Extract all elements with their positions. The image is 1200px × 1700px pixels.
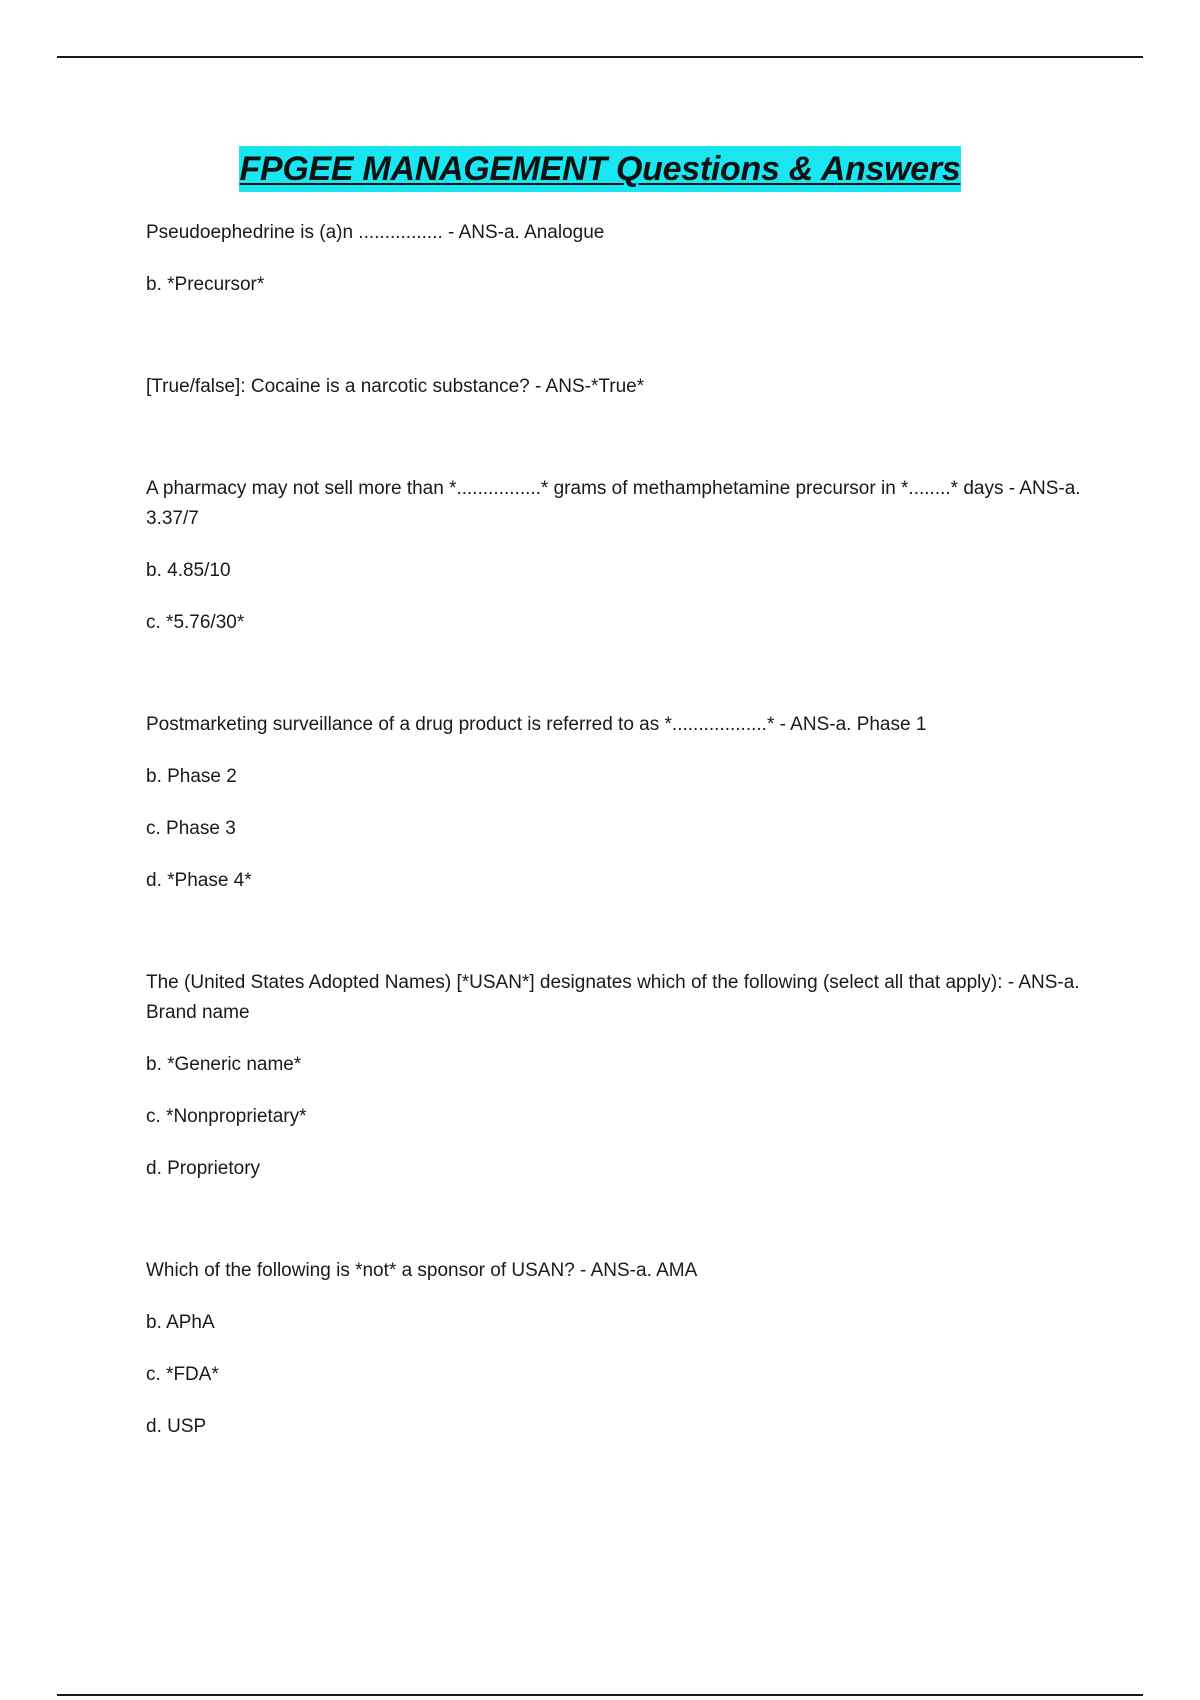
answer-option: b. Phase 2 bbox=[146, 766, 237, 787]
qa-item bbox=[146, 474, 1086, 638]
question-line: Postmarketing surveillance of a drug product is referred to as *..................* - ANS-a. Phase 1 bbox=[146, 714, 927, 735]
question-line: Which of the following is *not* a sponsor of USAN? - ANS-a. AMA bbox=[146, 1260, 698, 1281]
answer-option: c. *5.76/30* bbox=[146, 612, 245, 633]
document-title: FPGEE MANAGEMENT Questions & Answers bbox=[239, 146, 962, 192]
answer-option: c. *FDA* bbox=[146, 1364, 219, 1385]
qa-item bbox=[146, 372, 1086, 402]
answer-option: b. *Precursor* bbox=[146, 274, 265, 295]
answer-option: b. *Generic name* bbox=[146, 1054, 302, 1075]
qa-item bbox=[146, 968, 1086, 1184]
qa-item bbox=[146, 1256, 1086, 1442]
qa-item bbox=[146, 710, 1086, 896]
footer-rule bbox=[57, 1694, 1143, 1696]
answer-option: d. Proprietory bbox=[146, 1158, 261, 1179]
answer-option: c. Phase 3 bbox=[146, 818, 236, 839]
question-line: [True/false]: Cocaine is a narcotic substance? - ANS-*True* bbox=[146, 376, 645, 397]
answer-option: b. APhA bbox=[146, 1312, 215, 1333]
header-rule bbox=[57, 56, 1143, 58]
title-container bbox=[0, 146, 1200, 192]
question-line: A pharmacy may not sell more than *................* grams of methamphetamine precursor in *........* days - ANS-a. 3.37/7 bbox=[146, 478, 1081, 529]
qa-list bbox=[146, 218, 1086, 1514]
answer-option: d. *Phase 4* bbox=[146, 870, 252, 891]
question-line: The (United States Adopted Names) [*USAN*] designates which of the following (select all that apply): - ANS-a. Brand name bbox=[146, 972, 1080, 1023]
answer-option: b. 4.85/10 bbox=[146, 560, 231, 581]
answer-option: c. *Nonproprietary* bbox=[146, 1106, 307, 1127]
qa-item bbox=[146, 218, 1086, 300]
question-line: Pseudoephedrine is (a)n ................ - ANS-a. Analogue bbox=[146, 222, 605, 243]
answer-option: d. USP bbox=[146, 1416, 207, 1437]
